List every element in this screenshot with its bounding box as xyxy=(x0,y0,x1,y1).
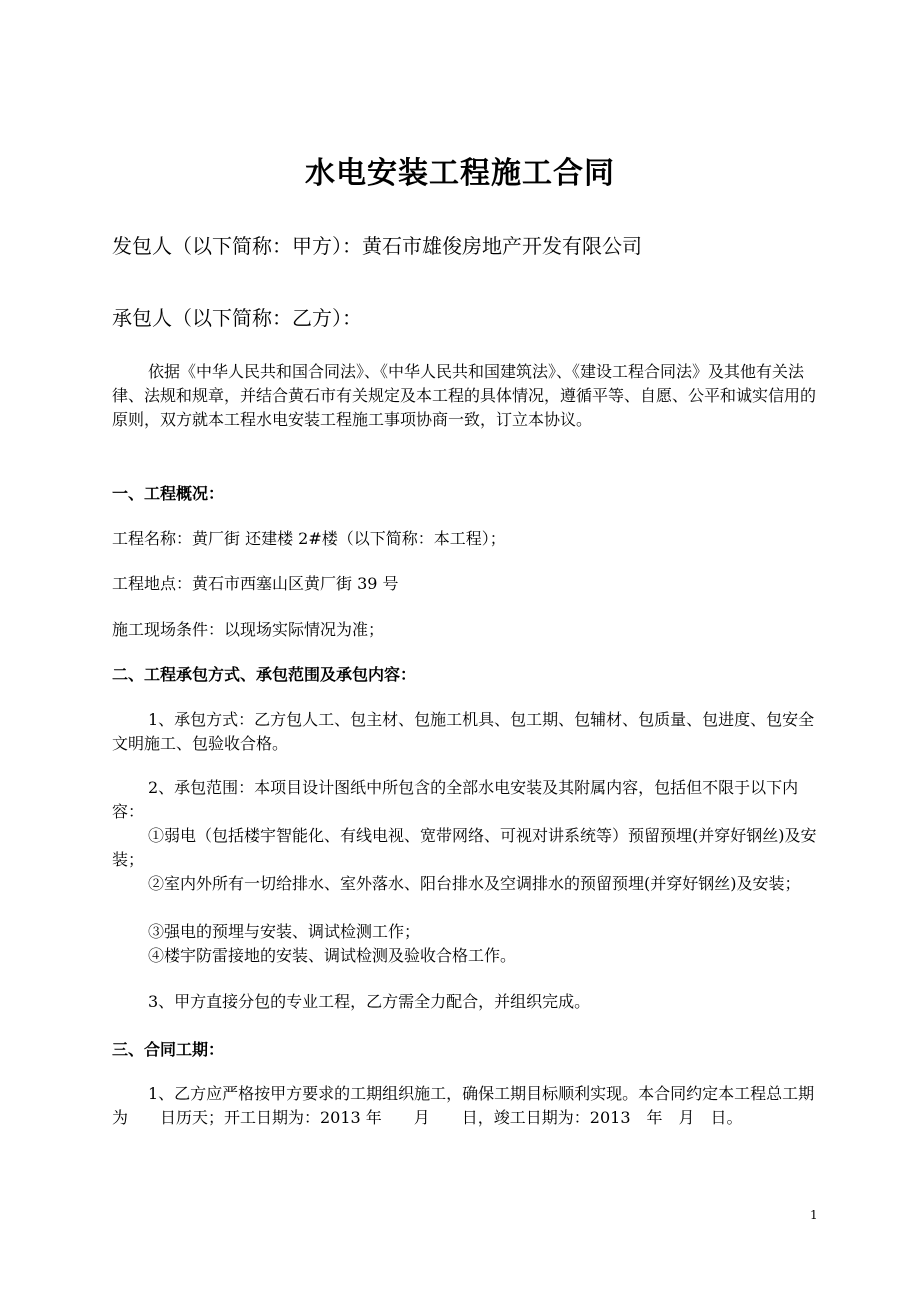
section3-heading: 三、合同工期： xyxy=(112,1040,225,1059)
page-number: 1 xyxy=(810,1208,818,1222)
section2-item2: 2、承包范围：本项目设计图纸中所包含的全部水电安装及其附属内容，包括但不限于以下内容： xyxy=(112,778,799,821)
site-conditions: 施工现场条件：以现场实际情况为准； xyxy=(112,620,385,639)
section2-sub1: ①弱电（包括楼宇智能化、有线电视、宽带网络、可视对讲系统等）预留预埋(并穿好钢丝)及安装； xyxy=(112,826,817,869)
party-b: 承包人（以下简称：乙方）： xyxy=(112,306,362,330)
intro-paragraph: 依据《中华人民共和国合同法》、《中华人民共和国建筑法》、《建设工程合同法》及其他有关法律、法规和规章，并结合黄石市有关规定及本工程的具体情况，遵循平等、自愿、公平和诚实信用的原则，双方就本工程水电安装工程施工事项协商一致，订立本协议。 xyxy=(112,362,817,429)
project-name: 工程名称：黄厂街 还建楼 2#楼（以下简称：本工程）； xyxy=(112,529,506,548)
section2-sub3: ③强电的预埋与安装、调试检测工作； xyxy=(148,922,421,941)
party-a: 发包人（以下简称：甲方）：黄石市雄俊房地产开发有限公司 xyxy=(112,234,642,258)
section2-item3: 3、甲方直接分包的专业工程，乙方需全力配合，并组织完成。 xyxy=(148,992,591,1011)
section2-item1: 1、承包方式：乙方包人工、包主材、包施工机具、包工期、包辅材、包质量、包进度、包安全文明施工、包验收合格。 xyxy=(112,710,815,753)
section3-item1: 1、乙方应严格按甲方要求的工期组织施工，确保工期目标顺利实现。本合同约定本工程总工期为 日历天；开工日期为：2013 年 月 日，竣工日期为：2013 年 月 日。 xyxy=(112,1084,815,1127)
page-title: 水电安装工程施工合同 xyxy=(305,156,615,191)
section2-heading: 二、工程承包方式、承包范围及承包内容： xyxy=(112,665,417,684)
project-location: 工程地点：黄石市西塞山区黄厂街 39 号 xyxy=(112,574,399,593)
section2-sub2: ②室内外所有一切给排水、室外落水、阳台排水及空调排水的预留预埋(并穿好钢丝)及安装； xyxy=(148,874,801,893)
section1-heading: 一、工程概况： xyxy=(112,484,225,503)
section2-sub4: ④楼宇防雷接地的安装、调试检测及验收合格工作。 xyxy=(148,946,517,965)
